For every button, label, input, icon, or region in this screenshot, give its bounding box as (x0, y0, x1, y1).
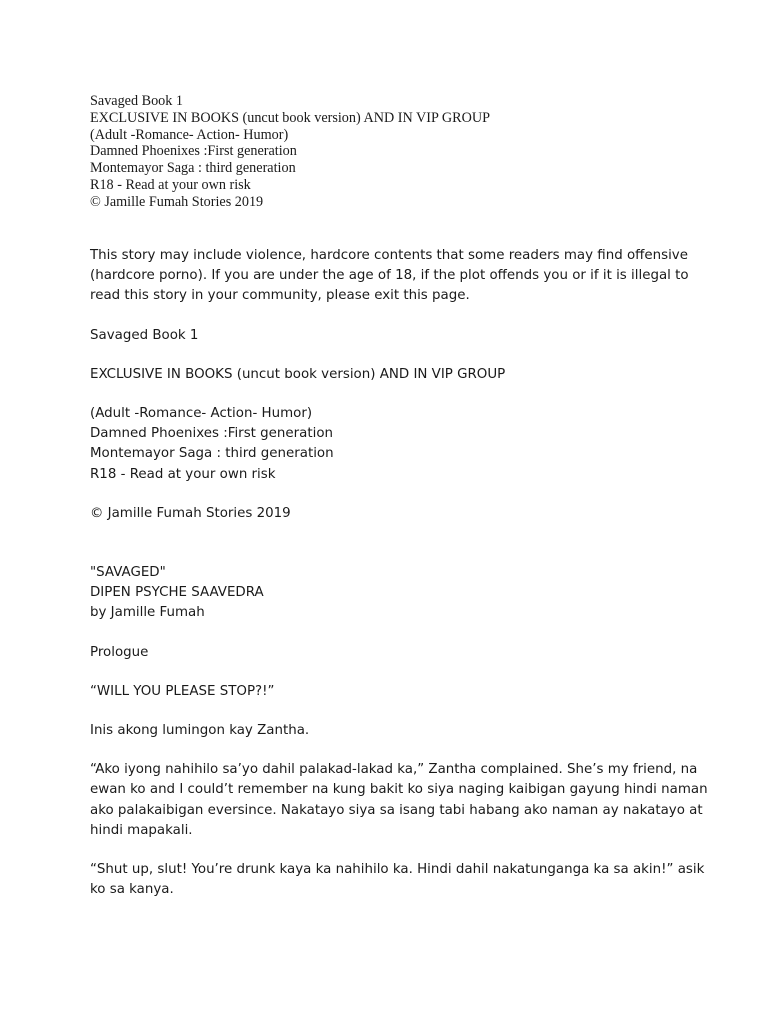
story-line: “Ako iyong nahihilo sa’yo dahil palakad-lakad ka,” Zantha complained. She’s my friend, na (90, 762, 698, 778)
header-line: © Jamille Fumah Stories 2019 (90, 193, 264, 210)
story-line: ako palakaibigan eversince. Nakatayo siya sa isang tabi habang ako naman ay nakatayo at (90, 802, 703, 818)
book-title: Savaged Book 1 (90, 327, 199, 343)
story-line: ko sa kanya. (90, 882, 174, 898)
dialog-paragraph (90, 682, 690, 702)
prologue-heading: Prologue (90, 644, 149, 660)
copyright-line: © Jamille Fumah Stories 2019 (90, 505, 291, 521)
exclusive-paragraph (90, 365, 690, 385)
info-line: (Adult -Romance- Action- Humor) (90, 406, 313, 422)
prologue-heading-paragraph (90, 643, 690, 663)
book-title-paragraph (90, 326, 690, 346)
header-line: Savaged Book 1 (90, 93, 183, 109)
story-paragraph (90, 760, 708, 841)
story-line: ewan ko and I could’t remember na kung bakit ko siya naging kaibigan gayung hindi naman (90, 782, 708, 798)
header-line: (Adult -Romance- Action- Humor) (90, 126, 289, 143)
header-line: Montemayor Saga : third generation (90, 160, 296, 177)
warning-line: (hardcore porno). If you are under the age of 18, if the plot offends you or if it is illegal to (90, 268, 689, 284)
info-paragraph (90, 404, 690, 485)
exclusive-note: EXCLUSIVE IN BOOKS (uncut book version) AND IN VIP GROUP (90, 366, 506, 382)
body-text (90, 246, 708, 919)
narration-paragraph (90, 721, 690, 741)
header-block (90, 93, 690, 211)
warning-paragraph (90, 246, 690, 307)
title-block (90, 563, 690, 624)
dialog-line: “WILL YOU PLEASE STOP?!” (90, 683, 275, 699)
info-line: R18 - Read at your own risk (90, 466, 276, 482)
copyright-paragraph (90, 504, 690, 524)
story-paragraph (90, 860, 705, 900)
header-line: Damned Phoenixes :First generation (90, 143, 297, 160)
story-line: hindi mapakali. (90, 822, 193, 838)
narration-line: Inis akong lumingon kay Zantha. (90, 723, 310, 739)
header-line: R18 - Read at your own risk (90, 176, 251, 193)
warning-line: read this story in your community, please exit this page. (90, 288, 470, 304)
story-line: “Shut up, slut! You’re drunk kaya ka nahihilo ka. Hindi dahil nakatunganga ka sa akin!” asik (90, 862, 705, 878)
spacer (90, 543, 690, 563)
warning-line: This story may include violence, hardcore contents that some readers may find offensive (90, 248, 688, 263)
info-line: Damned Phoenixes :First generation (90, 426, 333, 442)
story-author: by Jamille Fumah (90, 605, 205, 621)
header-line: EXCLUSIVE IN BOOKS (uncut book version) AND IN VIP GROUP (90, 109, 490, 126)
info-line: Montemayor Saga : third generation (90, 446, 334, 462)
story-title: "SAVAGED" (90, 565, 166, 581)
story-subtitle: DIPEN PSYCHE SAAVEDRA (90, 585, 264, 601)
